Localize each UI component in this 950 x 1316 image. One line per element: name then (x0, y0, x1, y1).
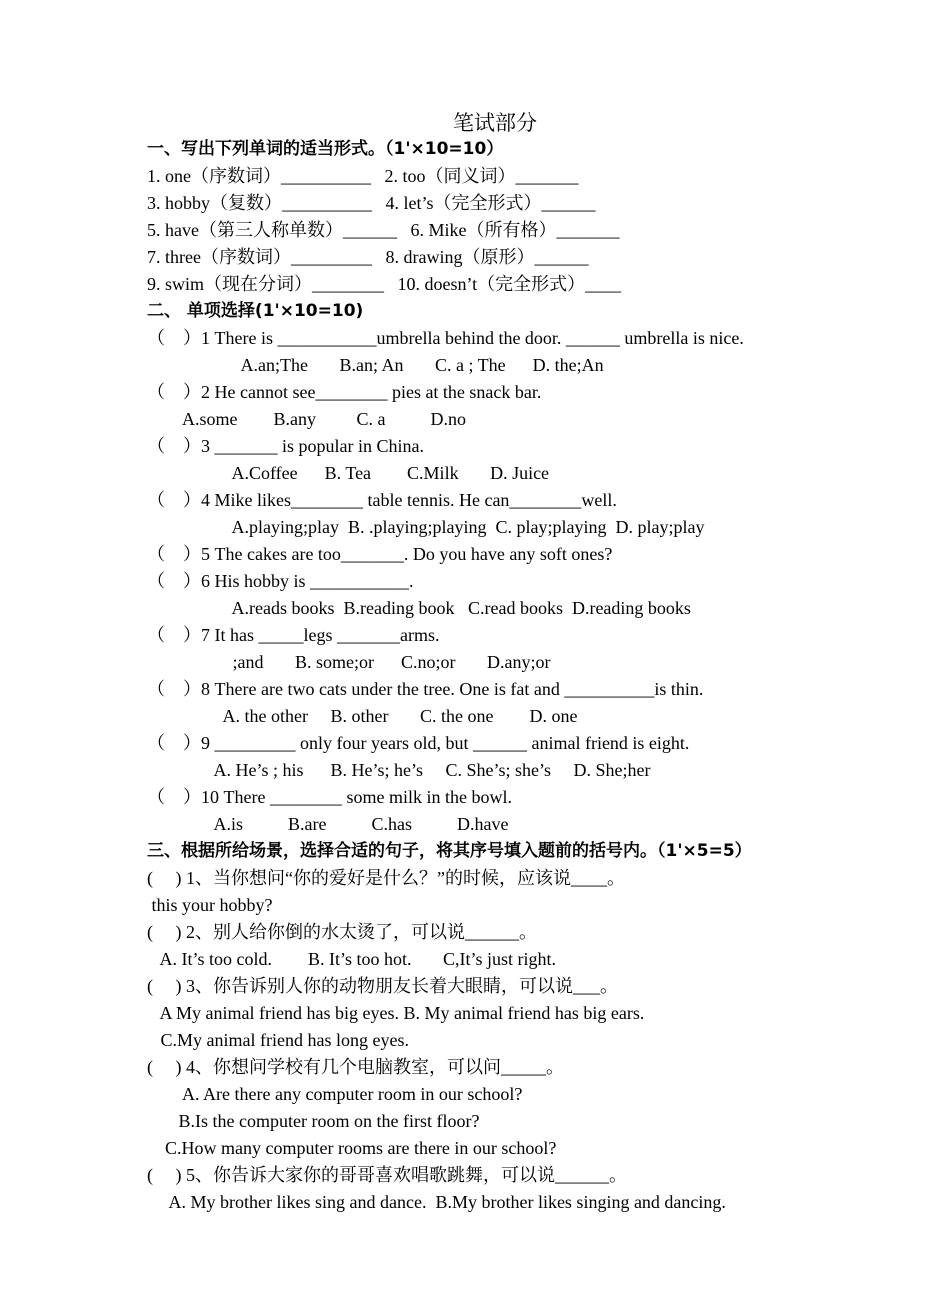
question-line: （ ）10 There ________ some milk in the bowl. (147, 787, 512, 807)
scenario-line: ( ) 3、你告诉别人你的动物朋友长着大眼睛，可以说___。 (147, 976, 618, 996)
question-line: （ ）2 He cannot see________ pies at the snack bar. (147, 382, 542, 402)
options-line: A. My brother likes sing and dance. B.My brother likes singing and dancing. (147, 1192, 726, 1212)
scenario-line: ( ) 2、别人给你倒的水太烫了，可以说______。 (147, 922, 537, 942)
question-line: （ ）4 Mike likes________ table tennis. He can________well. (147, 490, 617, 510)
options-line: A. Are there any computer room in our school? (147, 1084, 523, 1104)
options-line: A. He’s ; his B. He’s; he’s C. She’s; she’s D. She;her (147, 760, 651, 780)
section3-header: 三、根据所给场景，选择合适的句子，将其序号填入题前的括号内。（1'×5=5） (147, 841, 752, 861)
options-line: A. the other B. other C. the one D. one (147, 706, 578, 726)
options-line: B.Is the computer room on the first floor? (147, 1111, 480, 1131)
section1-row: 3. hobby（复数）__________ 4. let’s（完全形式）______ (147, 193, 596, 213)
options-line: A.some B.any C. a D.no (147, 409, 466, 429)
question-line: （ ）6 His hobby is ___________. (147, 571, 414, 591)
options-line: A My animal friend has big eyes. B. My animal friend has big ears. (147, 1003, 645, 1023)
options-line: A.is B.are C.has D.have (147, 814, 509, 834)
options-line: A. It’s too cold. B. It’s too hot. C,It’s just right. (147, 949, 557, 969)
options-line: C.My animal friend has long eyes. (147, 1030, 409, 1050)
options-line: A.reads books B.reading book C.read books D.reading books (147, 598, 691, 618)
options-line: A.Coffee B. Tea C.Milk D. Juice (147, 463, 550, 483)
options-line: this your hobby? (147, 895, 273, 915)
question-line: （ ）1 There is ___________umbrella behind the door. ______ umbrella is nice. (147, 328, 744, 348)
section2-header: 二、 单项选择(1'×10=10) (147, 301, 364, 321)
options-line: A.playing;play B. .playing;playing C. play;playing D. play;play (147, 517, 705, 537)
section1-header: 一、写出下列单词的适当形式。（1'×10=10） (147, 139, 504, 159)
section1-row: 1. one（序数词）__________ 2. too（同义词）_______ (147, 166, 579, 186)
question-line: （ ）9 _________ only four years old, but ______ animal friend is eight. (147, 733, 690, 753)
page-title: 笔试部分 (453, 111, 537, 135)
question-line: （ ）3 _______ is popular in China. (147, 436, 424, 456)
options-line: C.How many computer rooms are there in our school? (147, 1138, 557, 1158)
section1-row: 7. three（序数词）_________ 8. drawing（原形）______ (147, 247, 589, 267)
question-line: （ ）5 The cakes are too_______. Do you have any soft ones? (147, 544, 613, 564)
scenario-line: ( ) 1、当你想问“你的爱好是什么？”的时候，应该说____。 (147, 868, 625, 888)
options-line: A.an;The B.an; An C. a ; The D. the;An (147, 355, 604, 375)
options-line: ;and B. some;or C.no;or D.any;or (147, 652, 551, 672)
question-line: （ ）7 It has _____legs _______arms. (147, 625, 440, 645)
scenario-line: ( ) 5、你告诉大家你的哥哥喜欢唱歌跳舞，可以说______。 (147, 1165, 627, 1185)
section1-row: 9. swim（现在分词）________ 10. doesn’t（完全形式）____ (147, 274, 622, 294)
question-line: （ ）8 There are two cats under the tree. One is fat and __________is thin. (147, 679, 704, 699)
scenario-line: ( ) 4、你想问学校有几个电脑教室，可以问_____。 (147, 1057, 564, 1077)
section1-row: 5. have（第三人称单数）______ 6. Mike（所有格）_______ (147, 220, 620, 240)
